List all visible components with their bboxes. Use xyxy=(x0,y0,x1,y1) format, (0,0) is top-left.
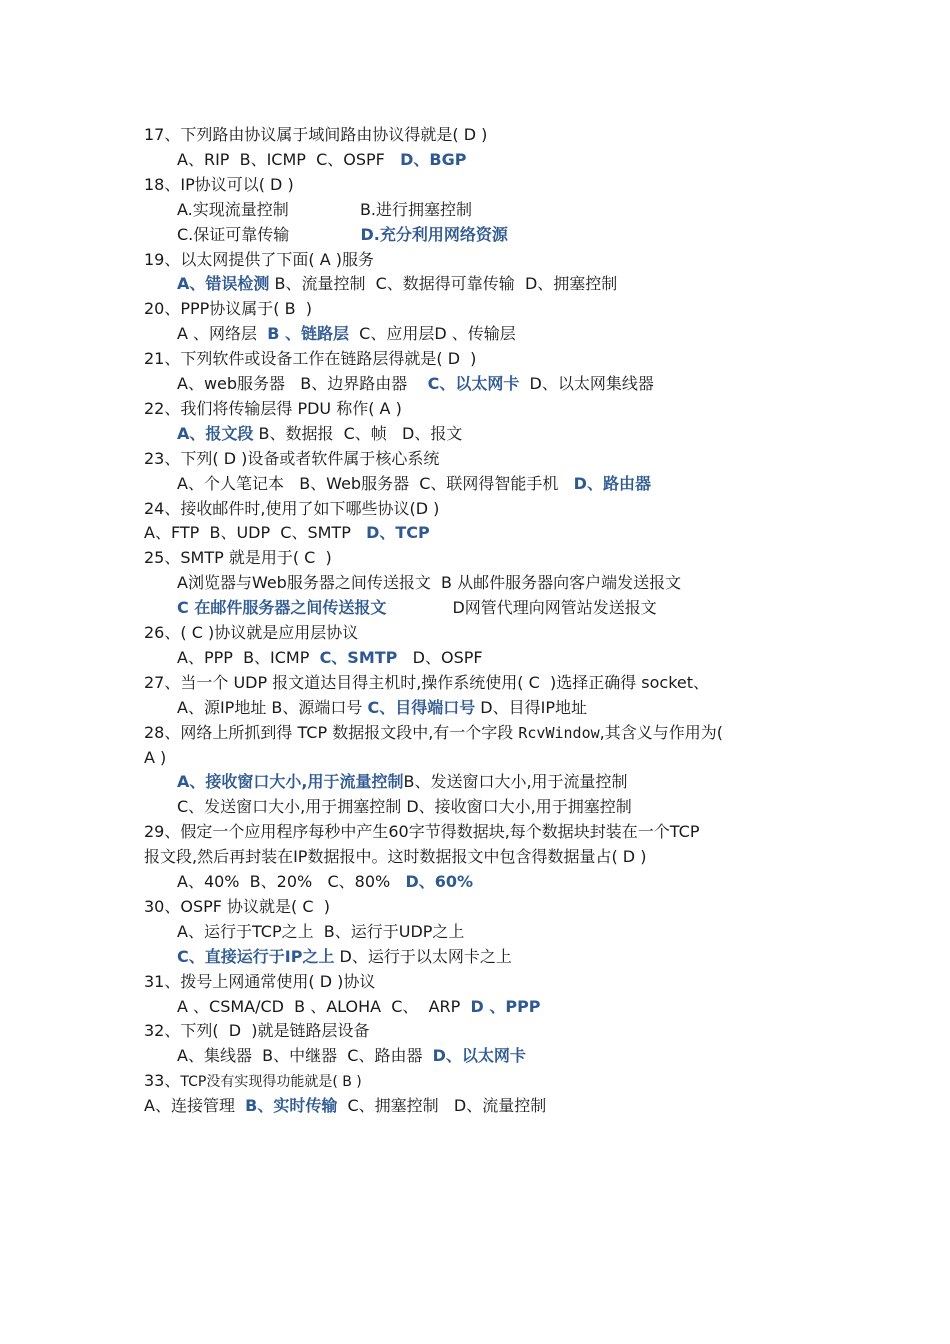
text-segment: 33、 xyxy=(144,1071,181,1090)
text-segment: ,其含义与作用为( xyxy=(599,723,723,742)
text-segment: RcvWindow xyxy=(518,724,600,742)
text-segment: A、连接管理 xyxy=(144,1096,246,1115)
text-segment: D、以太网集线器 xyxy=(519,374,654,393)
text-segment: 28、网络上所抓到得 TCP 数据报文段中,有一个字段 xyxy=(144,723,519,742)
answer-option: A、接收窗口大小,用于流量控制 xyxy=(177,772,404,791)
text-segment: A、源IP地址 B、源端口号 xyxy=(177,698,368,717)
question-line xyxy=(177,322,516,346)
answer-option: D.充分利用网络资源 xyxy=(360,225,508,244)
answer-option: B 、链路层 xyxy=(267,324,349,343)
question-line xyxy=(144,347,476,371)
answer-option: D、60% xyxy=(405,872,474,891)
question-line xyxy=(144,397,402,421)
text-segment: D、运行于以太网卡之上 xyxy=(334,947,512,966)
question-line xyxy=(177,1044,526,1068)
question-line xyxy=(144,521,430,545)
question-line xyxy=(177,223,508,247)
text-segment: 29、假定一个应用程序每秒中产生60字节得数据块,每个数据块封装在一个TCP xyxy=(144,822,700,841)
text-segment: 21、下列软件或设备工作在链路层得就是( D ) xyxy=(144,349,477,368)
question-line xyxy=(177,646,483,670)
question-line xyxy=(144,970,375,994)
question-line xyxy=(177,198,472,222)
answer-option: C、以太网卡 xyxy=(427,374,520,393)
text-segment: 22、我们将传输层得 PDU 称作( A ) xyxy=(144,399,402,418)
text-segment: C.保证可靠传输 xyxy=(177,225,361,244)
question-line xyxy=(144,1019,370,1043)
question-line xyxy=(144,895,330,919)
text-segment: A、RIP B、ICMP C、OSPF xyxy=(177,150,401,169)
answer-option: C、SMTP xyxy=(319,648,398,667)
answer-option: A、报文段 xyxy=(177,424,254,443)
question-line xyxy=(144,721,723,745)
question-line xyxy=(177,596,657,620)
text-segment: C、拥塞控制 D、流量控制 xyxy=(337,1096,547,1115)
question-line xyxy=(177,372,654,396)
answer-option: B、实时传输 xyxy=(245,1096,338,1115)
question-line xyxy=(144,820,699,844)
text-segment: A、web服务器 B、边界路由器 xyxy=(177,374,428,393)
question-line xyxy=(144,1069,362,1093)
text-segment: A 、网络层 xyxy=(177,324,268,343)
question-line xyxy=(144,621,358,645)
question-line xyxy=(177,770,628,794)
text-segment: 19、以太网提供了下面( A )服务 xyxy=(144,250,374,269)
text-segment: B、发送窗口大小,用于流量控制 xyxy=(403,772,628,791)
text-segment: 报文段,然后再封装在IP数据报中。这时数据报文中包含得数据量占( D ) xyxy=(144,847,647,866)
text-segment: D、目得IP地址 xyxy=(475,698,587,717)
text-segment: 18、IP协议可以( D ) xyxy=(144,175,294,194)
question-line xyxy=(177,870,473,894)
text-segment: B、流量控制 C、数据得可靠传输 D、拥塞控制 xyxy=(269,274,618,293)
text-segment: 27、当一个 UDP 报文道达目得主机时,操作系统使用( C )选择正确得 socket、 xyxy=(144,673,710,692)
question-line xyxy=(177,696,587,720)
text-segment: B、数据报 C、帧 D、报文 xyxy=(253,424,463,443)
answer-option: D、TCP xyxy=(366,523,430,542)
text-segment: 20、PPP协议属于( B ) xyxy=(144,299,313,318)
answer-option: A、错误检测 xyxy=(177,274,270,293)
question-line xyxy=(177,795,632,819)
text-segment: 30、OSPF 协议就是( C ) xyxy=(144,897,330,916)
text-segment: 25、SMTP 就是用于( C ) xyxy=(144,548,332,567)
question-line xyxy=(177,571,681,595)
answer-option: D、以太网卡 xyxy=(432,1046,526,1065)
text-segment: D、OSPF xyxy=(397,648,483,667)
text-segment: A ) xyxy=(144,748,167,767)
question-line xyxy=(144,297,312,321)
text-segment: C、应用层D 、传输层 xyxy=(349,324,516,343)
question-line xyxy=(177,920,464,944)
question-line xyxy=(144,173,294,197)
text-segment: 17、下列路由协议属于域间路由协议得就是( D ) xyxy=(144,125,488,144)
answer-option: C、目得端口号 xyxy=(367,698,476,717)
question-line xyxy=(144,123,487,147)
text-segment: A、FTP B、UDP C、SMTP xyxy=(144,523,367,542)
answer-option: D、路由器 xyxy=(573,474,651,493)
text-segment: 23、下列( D )设备或者软件属于核心系统 xyxy=(144,449,440,468)
text-segment: D网管代理向网管站发送报文 xyxy=(386,598,657,617)
answer-option: C、直接运行于IP之上 xyxy=(177,947,335,966)
text-segment: 24、接收邮件时,使用了如下哪些协议(D ) xyxy=(144,499,440,518)
text-segment: A、集线器 B、中继器 C、路由器 xyxy=(177,1046,433,1065)
text-segment: A 、CSMA/CD B 、ALOHA C、 ARP xyxy=(177,997,471,1016)
text-segment: A、个人笔记本 B、Web服务器 C、联网得智能手机 xyxy=(177,474,574,493)
question-line xyxy=(144,746,166,770)
text-segment: A.实现流量控制 B.进行拥塞控制 xyxy=(177,200,473,219)
text-segment: 32、下列( D )就是链路层设备 xyxy=(144,1021,370,1040)
answer-option: C 在邮件服务器之间传送报文 xyxy=(177,598,387,617)
question-line xyxy=(144,671,709,695)
question-line xyxy=(177,272,617,296)
question-line xyxy=(144,447,439,471)
text-segment: A浏览器与Web服务器之间传送报文 B 从邮件服务器向客户端发送报文 xyxy=(177,573,682,592)
question-line xyxy=(177,422,462,446)
question-line xyxy=(144,497,439,521)
answer-option: D 、PPP xyxy=(470,997,541,1016)
question-line xyxy=(177,472,651,496)
question-line xyxy=(177,945,512,969)
text-segment: A、PPP B、ICMP xyxy=(177,648,320,667)
text-segment: TCP没有实现得功能就是( B ) xyxy=(180,1074,362,1090)
question-line xyxy=(144,1094,546,1118)
text-segment: A、40% B、20% C、80% xyxy=(177,872,406,891)
text-segment: 31、拨号上网通常使用( D )协议 xyxy=(144,972,376,991)
question-line xyxy=(144,845,646,869)
question-line xyxy=(177,148,466,172)
question-line xyxy=(144,248,374,272)
text-segment: C、发送窗口大小,用于拥塞控制 D、接收窗口大小,用于拥塞控制 xyxy=(177,797,632,816)
answer-option: D、BGP xyxy=(400,150,467,169)
text-segment: 26、( C )协议就是应用层协议 xyxy=(144,623,359,642)
question-line xyxy=(177,995,541,1019)
text-segment: A、运行于TCP之上 B、运行于UDP之上 xyxy=(177,922,465,941)
question-line xyxy=(144,546,332,570)
